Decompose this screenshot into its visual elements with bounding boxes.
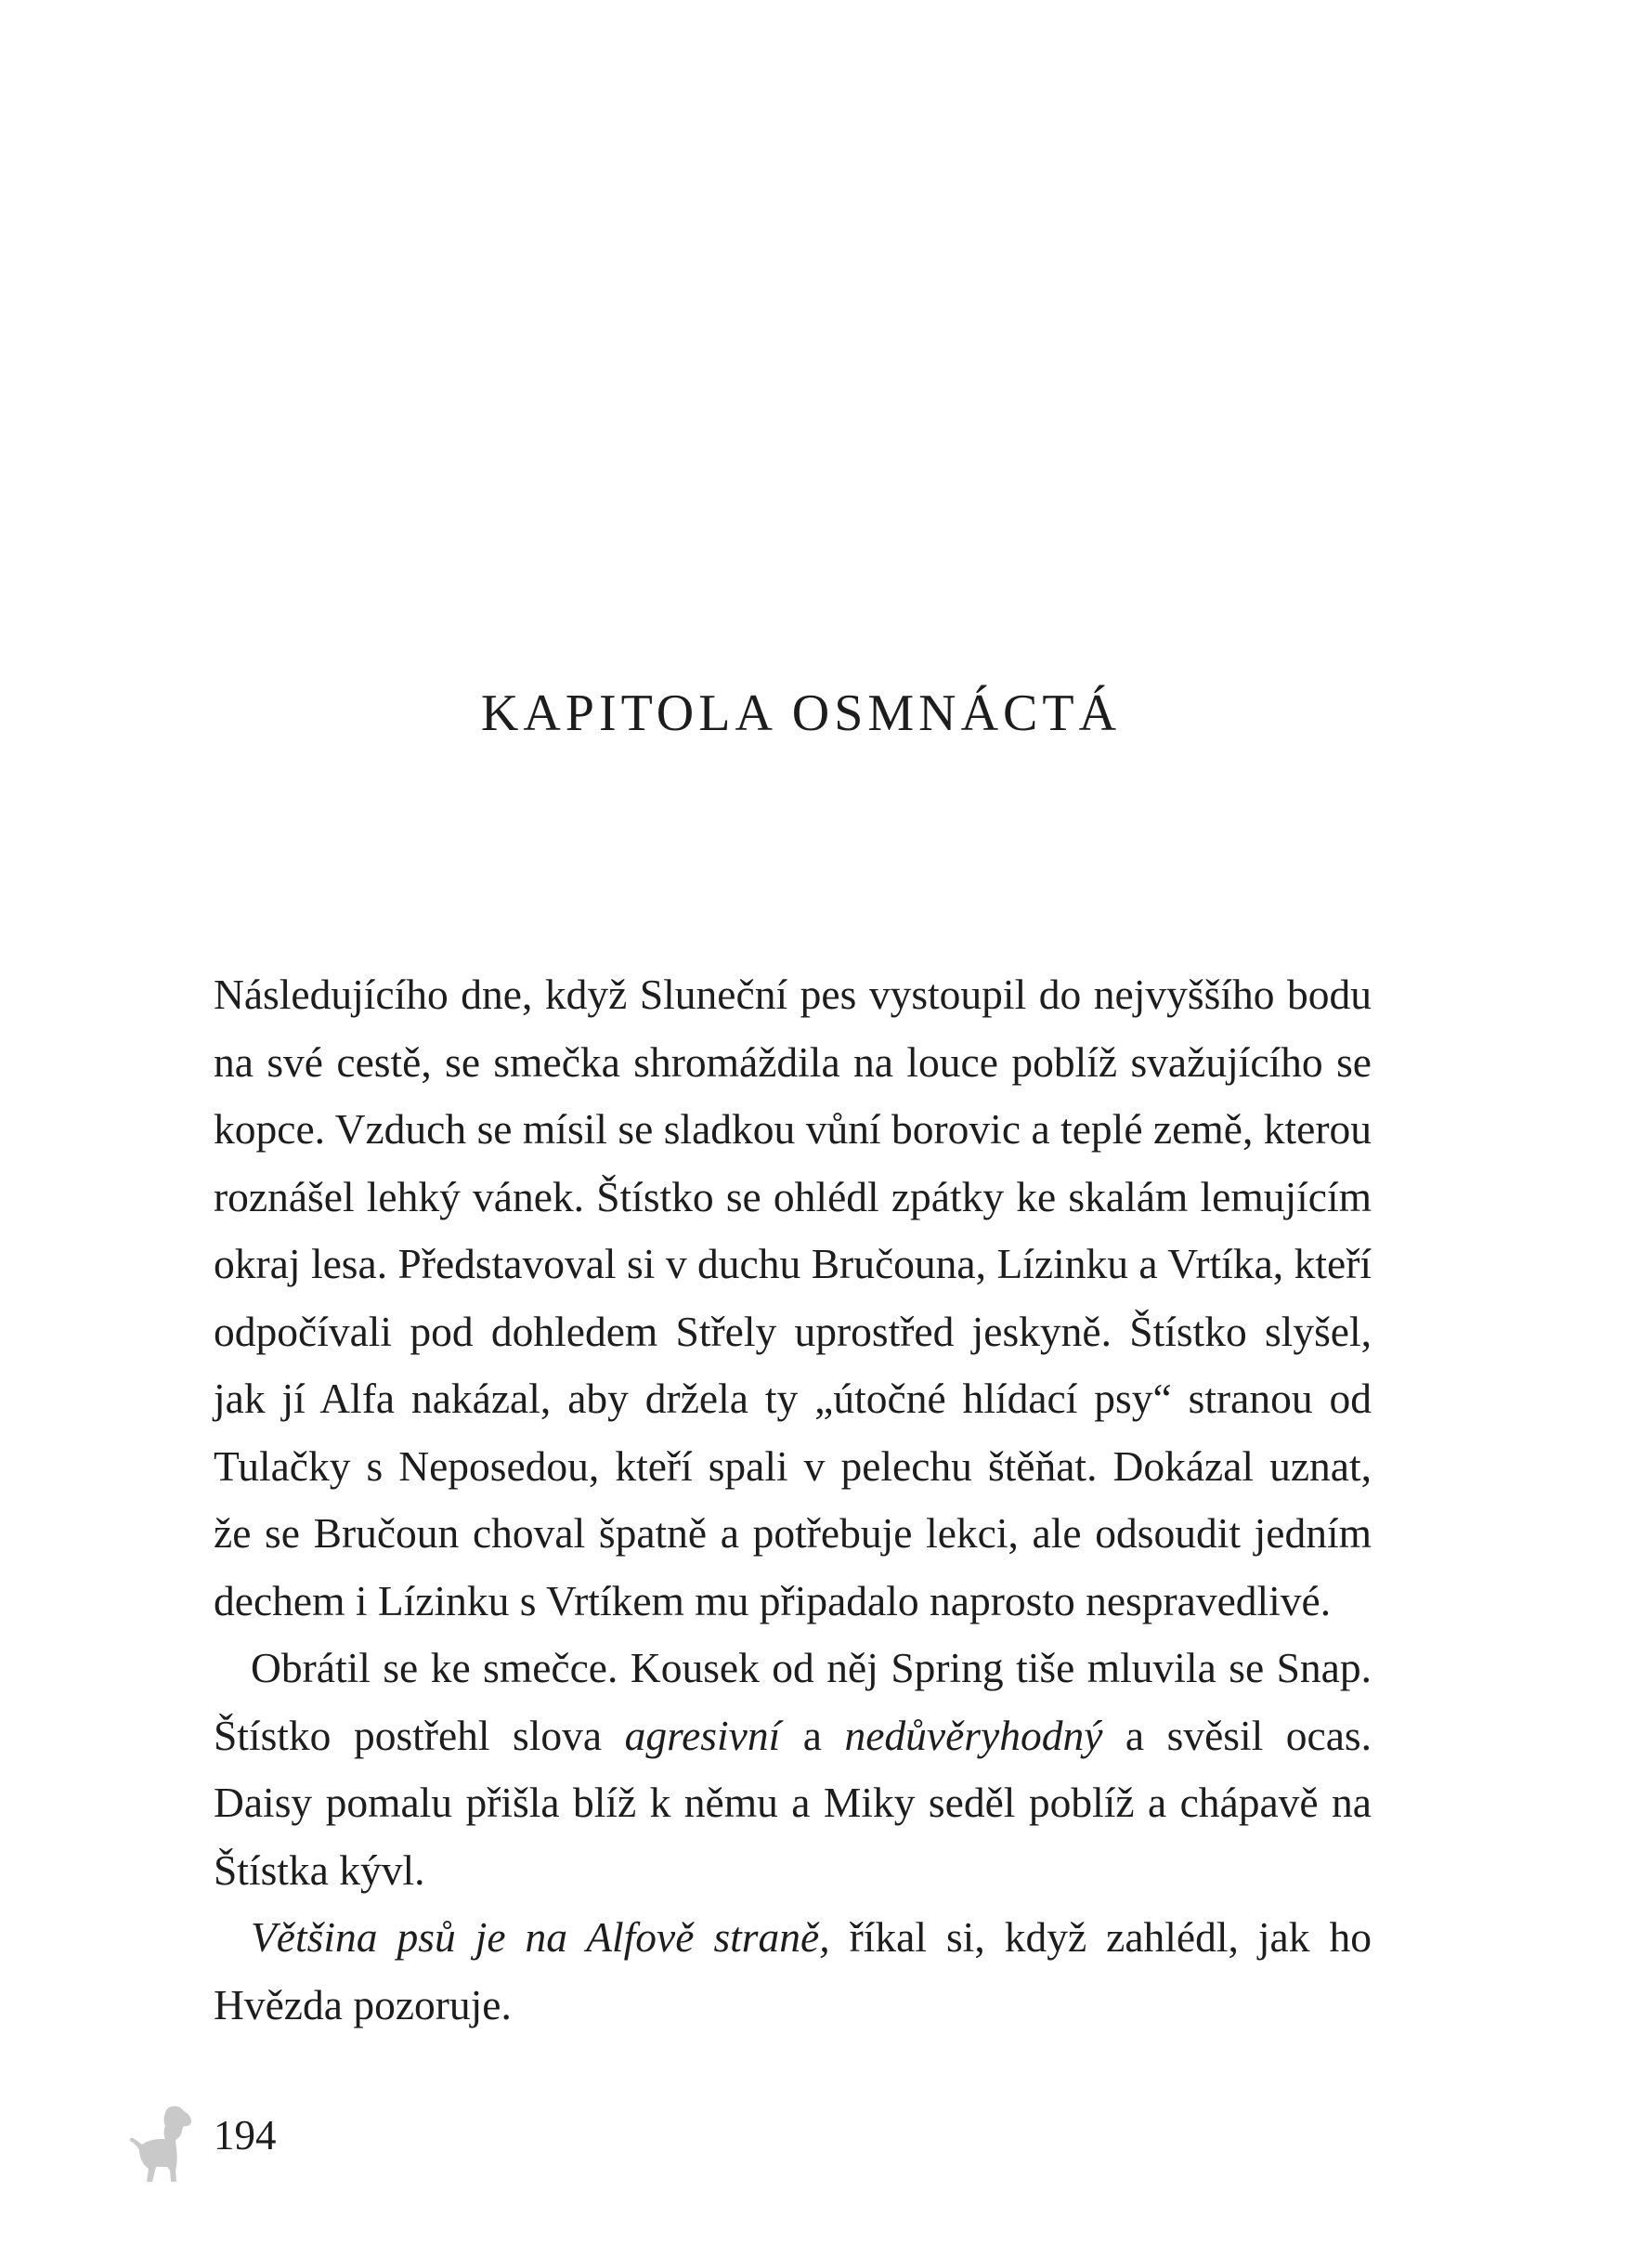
paragraph-2-text: a svěsil ocas. Daisy pomalu přišla blíž k němu a Miky seděl poblíž a chápavě na Štístka kývl. (214, 1711, 1372, 1894)
paragraph-2-text: a (780, 1711, 845, 1759)
italic-word-agresivni: agresivní (624, 1711, 781, 1759)
paragraph-2-text: Obrátil se ke smečce. Kousek od něj Spring tiše mluvila se Snap. Štístko postřehl slova (214, 1644, 1372, 1759)
italic-word-neduveryhodny: nedůvěryhodný (844, 1711, 1103, 1759)
italic-thought: Většina psů je na Alfově straně, (251, 1913, 830, 1961)
page-number: 194 (214, 2112, 277, 2158)
paragraph-3-text: říkal si, když zahlédl, jak ho Hvězda pozoruje. (214, 1913, 1372, 2028)
body-text (214, 961, 1372, 2039)
paragraph-3 (214, 1904, 1372, 2039)
paragraph-1-text: Následujícího dne, když Sluneční pes vystoupil do nejvyššího bodu na své cestě, se smečka shromáždila na louce poblíž svažujícího se kopce. Vzduch se mísil se sladkou vůní borovic a teplé země, kterou roznášel lehký vánek. Štístko se ohlédl zpátky ke skalám lemujícím okraj lesa. Představoval si v duchu Bručouna, Lízinku a Vrtíka, kteří odpočívali pod dohledem Střely uprostřed jeskyně. Štístko slyšel, jak jí Alfa nakázal, aby držela ty „útočné hlídací psy“ stranou od Tulačky s Neposedou, kteří spali v pelechu štěňat. Dokázal uznat, že se Bručoun choval špatně a potřebuje lekci, ale odsoudit jedním dechem i Lízinku s Vrtíkem mu připadalo naprosto nespravedlivé. (214, 971, 1372, 1624)
page-footer (128, 2104, 500, 2187)
chapter-title: KAPITOLA OSMNÁCTÁ (480, 685, 1122, 742)
paragraph-2 (214, 1635, 1372, 1904)
dog-silhouette-icon (128, 2104, 195, 2185)
paragraph-1 (214, 961, 1372, 1635)
dog-silhouette-shape (130, 2106, 191, 2182)
